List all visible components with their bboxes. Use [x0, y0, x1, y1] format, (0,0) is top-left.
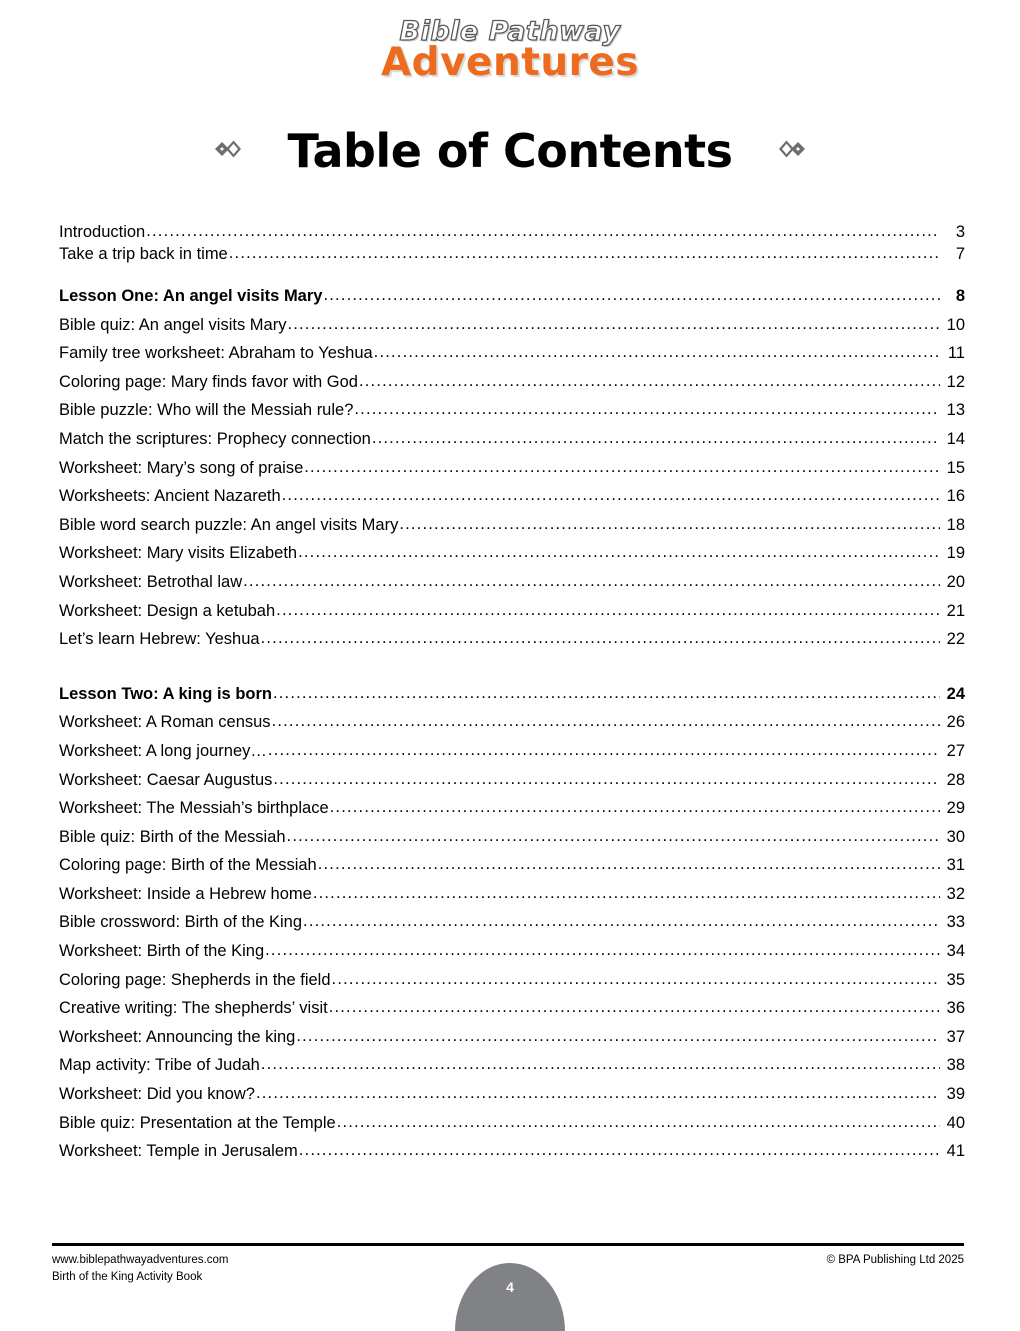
- toc-entry-page-number: 3: [955, 223, 965, 241]
- toc-entry-label: Map activity: Tribe of Judah: [59, 1056, 260, 1075]
- toc-entry-page-number: 21: [946, 601, 965, 620]
- toc-entry[interactable]: [59, 1115, 965, 1144]
- brand-logo: [0, 16, 1020, 85]
- toc-dot-leader: [354, 401, 940, 418]
- toc-dot-leader: [329, 999, 940, 1016]
- toc-group-spacer: [59, 268, 965, 288]
- toc-dot-leader: [287, 316, 940, 333]
- toc-entry-page-number: 37: [946, 1027, 965, 1046]
- toc-dot-leader: [268, 742, 940, 759]
- toc-entry[interactable]: [59, 886, 965, 915]
- logo-text-adventures: Adventures: [380, 40, 640, 85]
- toc-entry-page-number: 41: [946, 1142, 965, 1161]
- toc-entry-label: Bible puzzle: Who will the Messiah rule?: [59, 401, 354, 420]
- toc-entry-label: Worksheet: A Roman census: [59, 713, 271, 732]
- toc-entry-page-number: 12: [946, 372, 965, 391]
- toc-entry-page-number: 32: [946, 884, 965, 903]
- toc-entry[interactable]: [59, 345, 965, 374]
- toc-entry[interactable]: [59, 686, 965, 715]
- toc-dot-leader: [282, 487, 940, 504]
- toc-entry[interactable]: [59, 574, 965, 603]
- toc-entry-page-number: 27: [946, 741, 965, 760]
- toc-dot-leader: [318, 856, 940, 873]
- toc-entry[interactable]: [59, 317, 965, 346]
- toc-entry-page-number: 39: [946, 1085, 965, 1104]
- toc-entry-page-number: 29: [946, 799, 965, 818]
- toc-dot-leader: [372, 430, 940, 447]
- toc-entry[interactable]: [59, 772, 965, 801]
- toc-entry-label: Worksheets: Ancient Nazareth: [59, 487, 281, 506]
- toc-entry-label: Lesson One: An angel visits Mary: [59, 287, 323, 305]
- toc-entry[interactable]: [59, 972, 965, 1001]
- toc-entry[interactable]: [59, 1057, 965, 1086]
- toc-dot-leader: [304, 459, 940, 476]
- diamond-ornament-right-icon: [752, 134, 808, 169]
- toc-entry-label: Introduction: [59, 223, 146, 241]
- toc-dot-leader: [330, 799, 940, 816]
- toc-entry-label: Worksheet: A long journey…: [59, 741, 267, 760]
- toc-entry-page-number: 26: [946, 713, 965, 732]
- footer-book-title: Birth of the King Activity Book: [52, 1270, 203, 1283]
- toc-entry-page-number: 8: [955, 287, 965, 305]
- toc-dot-leader: [303, 913, 940, 930]
- toc-entry-label: Bible crossword: Birth of the King: [59, 913, 303, 932]
- toc-entry[interactable]: [59, 857, 965, 886]
- toc-dot-leader: [299, 1142, 940, 1159]
- toc-entry-label: Worksheet: Did you know?: [59, 1085, 255, 1104]
- toc-entry[interactable]: [59, 224, 965, 246]
- toc-entry[interactable]: [59, 1143, 965, 1172]
- toc-dot-leader: [256, 1085, 940, 1102]
- page-title: Table of Contents: [287, 124, 733, 178]
- toc-entry[interactable]: [59, 603, 965, 632]
- footer-copyright: © BPA Publishing Ltd 2025: [826, 1254, 964, 1266]
- toc-entry-page-number: 30: [946, 827, 965, 846]
- toc-entry[interactable]: [59, 288, 965, 317]
- toc-entry[interactable]: [59, 631, 965, 660]
- footer-divider: [52, 1243, 964, 1246]
- toc-dot-leader: [265, 942, 940, 959]
- toc-entry-page-number: 33: [946, 913, 965, 932]
- toc-entry-label: Creative writing: The shepherds’ visit: [59, 999, 328, 1018]
- toc-entry-label: Worksheet: Birth of the King: [59, 942, 265, 961]
- toc-entry-label: Worksheet: Betrothal law: [59, 572, 243, 591]
- toc-dot-leader: [276, 602, 940, 619]
- toc-entry-label: Bible quiz: An angel visits Mary: [59, 315, 287, 334]
- diamond-ornament-left-icon: [212, 134, 268, 169]
- toc-entry-label: Worksheet: Inside a Hebrew home: [59, 884, 312, 903]
- toc-entry-page-number: 35: [946, 970, 965, 989]
- toc-entry[interactable]: [59, 1086, 965, 1115]
- toc-dot-leader: [261, 630, 940, 647]
- toc-entry[interactable]: [59, 488, 965, 517]
- toc-dot-leader: [243, 573, 940, 590]
- toc-entry-page-number: 16: [946, 487, 965, 506]
- toc-entry-page-number: 14: [946, 429, 965, 448]
- toc-entry-label: Match the scriptures: Prophecy connection: [59, 429, 371, 448]
- toc-entry-label: Worksheet: Temple in Jerusalem: [59, 1142, 298, 1161]
- toc-group-spacer: [59, 660, 965, 686]
- toc-entry-page-number: 22: [946, 630, 965, 649]
- toc-dot-leader: [359, 373, 940, 390]
- toc-entry[interactable]: [59, 800, 965, 829]
- toc-entry-page-number: 28: [946, 770, 965, 789]
- toc-entry-label: Worksheet: Caesar Augustus: [59, 770, 273, 789]
- toc-dot-leader: [273, 771, 940, 788]
- toc-entry-label: Bible word search puzzle: An angel visits Mary: [59, 515, 399, 534]
- toc-entry-label: Bible quiz: Birth of the Messiah: [59, 827, 286, 846]
- toc-entry-page-number: 19: [946, 544, 965, 563]
- footer-left-block: [52, 1252, 228, 1285]
- toc-entry[interactable]: [59, 246, 965, 268]
- toc-entry-page-number: 40: [946, 1113, 965, 1132]
- toc-dot-leader: [374, 344, 940, 361]
- toc-entry[interactable]: [59, 402, 965, 431]
- toc-dot-leader: [273, 685, 940, 702]
- toc-entry-page-number: 34: [946, 942, 965, 961]
- toc-entry-label: Coloring page: Shepherds in the field: [59, 970, 331, 989]
- toc-dot-leader: [313, 885, 940, 902]
- toc-entry[interactable]: [59, 374, 965, 403]
- toc-entry-page-number: 18: [946, 515, 965, 534]
- toc-entry-page-number: 11: [947, 344, 965, 363]
- toc-dot-leader: [298, 544, 940, 561]
- toc-entry[interactable]: [59, 1029, 965, 1058]
- toc-dot-leader: [332, 971, 940, 988]
- toc-entry[interactable]: [59, 714, 965, 743]
- toc-entry-label: Worksheet: Design a ketubah: [59, 601, 276, 620]
- toc-dot-leader: [296, 1028, 940, 1045]
- toc-entry-page-number: 31: [946, 856, 965, 875]
- toc-entry[interactable]: [59, 829, 965, 858]
- toc-entry-page-number: 36: [946, 999, 965, 1018]
- toc-dot-leader: [287, 828, 940, 845]
- toc-entry-label: Worksheet: Mary’s song of praise: [59, 458, 304, 477]
- toc-dot-leader: [229, 245, 940, 262]
- toc-entry-page-number: 13: [946, 401, 965, 420]
- toc-dot-leader: [399, 516, 940, 533]
- toc-entry-page-number: 10: [946, 315, 965, 334]
- page-title-row: [0, 124, 1020, 178]
- toc-entry[interactable]: [59, 460, 965, 489]
- toc-entry-page-number: 24: [946, 684, 965, 703]
- toc-entry[interactable]: [59, 1000, 965, 1029]
- toc-entry[interactable]: [59, 743, 965, 772]
- toc-entry-page-number: 7: [955, 245, 965, 263]
- toc-entry-label: Lesson Two: A king is born: [59, 684, 272, 703]
- toc-entry[interactable]: [59, 914, 965, 943]
- toc-entry-label: Let’s learn Hebrew: Yeshua: [59, 630, 260, 649]
- toc-entry-label: Bible quiz: Presentation at the Temple: [59, 1113, 336, 1132]
- toc-entry-label: Coloring page: Mary finds favor with God: [59, 372, 358, 391]
- toc-entry-label: Worksheet: The Messiah’s birthplace: [59, 799, 329, 818]
- toc-dot-leader: [272, 713, 940, 730]
- toc-entry-page-number: 15: [946, 458, 965, 477]
- toc-entry-page-number: 20: [946, 572, 965, 591]
- toc-entry-label: Worksheet: Mary visits Elizabeth: [59, 544, 298, 563]
- toc-entry-label: Take a trip back in time: [59, 245, 228, 263]
- toc-dot-leader: [337, 1114, 940, 1131]
- toc-entry[interactable]: [59, 431, 965, 460]
- toc-entry-label: Family tree worksheet: Abraham to Yeshua: [59, 344, 373, 363]
- toc-entry-label: Coloring page: Birth of the Messiah: [59, 856, 317, 875]
- logo-text-bible-pathway: Bible Pathway: [399, 16, 621, 47]
- toc-dot-leader: [261, 1056, 940, 1073]
- toc-entry[interactable]: [59, 943, 965, 972]
- toc-entry[interactable]: [59, 517, 965, 546]
- toc-entry[interactable]: [59, 545, 965, 574]
- toc-dot-leader: [323, 287, 940, 304]
- table-of-contents: [59, 224, 965, 1172]
- footer-website[interactable]: www.biblepathwayadventures.com: [52, 1254, 229, 1266]
- toc-entry-page-number: 38: [946, 1056, 965, 1075]
- page-number: 4: [506, 1279, 514, 1295]
- toc-dot-leader: [146, 223, 940, 240]
- toc-entry-label: Worksheet: Announcing the king: [59, 1027, 296, 1046]
